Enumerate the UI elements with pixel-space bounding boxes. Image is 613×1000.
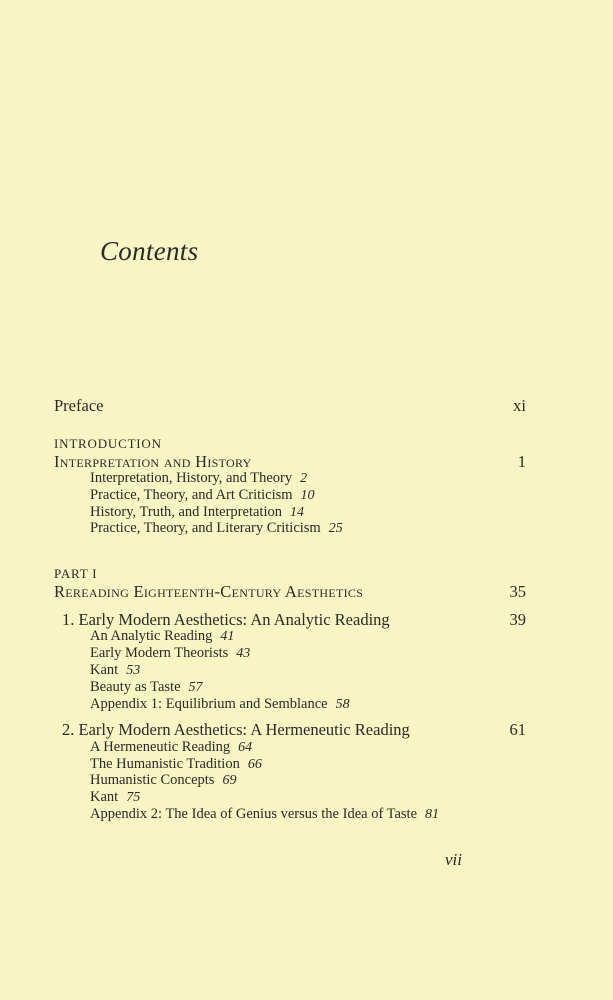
toc-entry-page: 1 bbox=[517, 452, 526, 471]
toc-subentry-label: A Hermeneutic Reading bbox=[90, 739, 231, 755]
toc-subentry-page: 81 bbox=[425, 807, 440, 822]
toc-subentry-label: Interpretation, History, and Theory bbox=[90, 470, 293, 486]
toc-subentry-label: Beauty as Taste bbox=[90, 679, 181, 695]
toc-subentry-label: Humanistic Concepts bbox=[90, 772, 215, 788]
toc-subentry-page: 14 bbox=[289, 505, 304, 520]
toc-subentry-label: Practice, Theory, and Literary Criticism bbox=[90, 520, 321, 536]
toc-subentry-label: Practice, Theory, and Art Criticism bbox=[90, 487, 293, 503]
toc-subentry-page: 64 bbox=[238, 740, 253, 755]
toc-subentry-page: 75 bbox=[126, 790, 141, 805]
toc-subentry-page: 43 bbox=[236, 646, 251, 661]
toc-entry-page: 39 bbox=[509, 610, 526, 629]
toc-subentry-page: 10 bbox=[300, 488, 315, 503]
toc-entry-page: 61 bbox=[509, 720, 526, 739]
toc-subentry-page: 25 bbox=[328, 521, 343, 536]
toc-subentry-page: 66 bbox=[247, 757, 262, 772]
toc-subentry-label: Kant bbox=[90, 789, 119, 805]
toc-entry-label: 2. Early Modern Aesthetics: A Hermeneutic Reading bbox=[62, 720, 410, 739]
toc-subentry-label: An Analytic Reading bbox=[90, 628, 213, 644]
toc-subentry-page: 53 bbox=[126, 663, 141, 678]
toc-subentry-page: 2 bbox=[300, 471, 308, 486]
toc-entry-label: 1. Early Modern Aesthetics: An Analytic Reading bbox=[62, 610, 390, 629]
toc-subentry-page: 41 bbox=[220, 629, 235, 644]
toc-subentry-label: Early Modern Theorists bbox=[90, 645, 229, 661]
toc-subentry-label: Appendix 2: The Idea of Genius versus the Idea of Taste bbox=[90, 806, 418, 822]
toc-entry-label: Interpretation and History bbox=[54, 452, 252, 471]
toc-subentry-page: 57 bbox=[188, 680, 203, 695]
toc-entry-label: Rereading Eighteenth-Century Aesthetics bbox=[54, 582, 364, 601]
toc-subentry-label: Kant bbox=[90, 662, 119, 678]
toc-subentry-page: 58 bbox=[335, 697, 350, 712]
toc-subentry-page: 69 bbox=[222, 773, 237, 788]
toc-entry-page: xi bbox=[513, 396, 526, 415]
toc-subentry-label: Appendix 1: Equilibrium and Semblance bbox=[90, 696, 328, 712]
page-folio: vii bbox=[445, 850, 462, 869]
toc-entry-label: Preface bbox=[54, 396, 104, 415]
contents-page: Contents Preface xi INTRODUCTION Interpretation and History 1 Interpretation, History, and Theory 2 Practice, Theory, and Art Criticism 10 History, Truth, and Interpretation 14 Practice, Theory, and Literary Criticism 25 PART I Rereading Eighteenth-Century Aesthetics 35 1. Early Modern Aesthetics: An Analytic Reading 39 An Analytic Reading 41 Early Modern Theorists 43 Kant 53 Beauty as Taste 57 Appendix 1: Equilibrium and Semblance 58 2. Early Modern Aesthetics: A Hermeneutic Reading 61 A Hermeneutic Reading 64 The Humanistic Tradition 66 Humanistic Concepts 69 Kant 75 Appendix 2: The Idea of Genius versus the Idea of Taste 81 vii bbox=[54, 236, 526, 869]
page-title: Contents bbox=[100, 236, 199, 266]
toc-subentry-label: History, Truth, and Interpretation bbox=[90, 504, 282, 520]
toc-entry-page: 35 bbox=[509, 582, 526, 601]
toc-subentry-label: The Humanistic Tradition bbox=[90, 756, 240, 772]
